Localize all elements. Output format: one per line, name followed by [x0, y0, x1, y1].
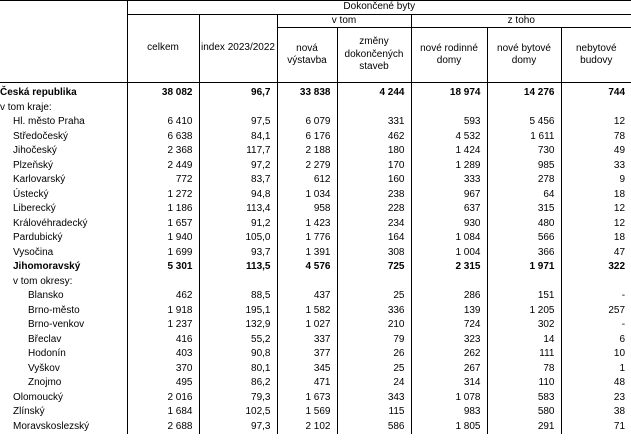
row-label: Karlovarský [0, 173, 127, 188]
cell-value [277, 275, 337, 290]
cell-value: 90,8 [199, 347, 277, 362]
header-nonresidential: nebytové budovy [575, 42, 617, 66]
cell-value: 2 368 [127, 144, 199, 159]
cell-value: 637 [411, 202, 487, 217]
cell-value: 24 [337, 376, 411, 391]
cell-value: 170 [337, 159, 411, 174]
cell-value: 1 [619, 362, 626, 374]
table-row [0, 376, 631, 391]
cell-value: 2 449 [127, 159, 199, 174]
cell-value [127, 101, 199, 116]
cell-value: 139 [411, 304, 487, 319]
cell-value: 38 [613, 406, 626, 417]
cell-value: 1 611 [487, 130, 561, 145]
cell-value: 83,7 [199, 173, 277, 188]
cell-value: 967 [411, 188, 487, 203]
cell-value: 180 [337, 144, 411, 159]
table-row [0, 115, 631, 130]
cell-value: 1 805 [411, 420, 487, 435]
cell-value: 47 [613, 246, 626, 258]
cell-value: 462 [337, 130, 411, 145]
cell-value: 286 [411, 289, 487, 304]
table-row [0, 188, 631, 203]
cell-value [411, 101, 487, 116]
header-apartment-buildings: nové bytové domy [487, 28, 561, 83]
cell-value: 1 699 [127, 246, 199, 261]
table-row [0, 101, 631, 116]
table-row [0, 405, 631, 420]
cell-value: 1 684 [127, 405, 199, 420]
cell-value: 1 289 [411, 159, 487, 174]
table-row [0, 347, 631, 362]
cell-value: 5 456 [487, 115, 561, 130]
row-label: v tom okresy: [0, 275, 127, 290]
cell-value: 96,7 [199, 83, 277, 101]
row-label: Zlínský [0, 405, 127, 420]
cell-value: 437 [277, 289, 337, 304]
cell-value: 495 [127, 376, 199, 391]
table-row [0, 173, 631, 188]
row-label: Středočeský [0, 130, 127, 145]
table-row [0, 318, 631, 333]
header-group-title: Dokončené byty [127, 1, 631, 15]
cell-value: 78 [487, 362, 561, 377]
cell-value: 14 276 [487, 83, 561, 101]
row-label: Brno-venkov [0, 318, 127, 333]
cell-value: 1 776 [277, 231, 337, 246]
cell-value: 164 [337, 231, 411, 246]
cell-value: 370 [127, 362, 199, 377]
table-row [0, 231, 631, 246]
cell-value: 725 [337, 260, 411, 275]
cell-value: 336 [337, 304, 411, 319]
table-row [0, 362, 631, 377]
cell-value: 79,3 [199, 391, 277, 406]
cell-value: 111 [487, 347, 561, 362]
cell-value: 566 [487, 231, 561, 246]
row-label: Jihomoravský [0, 260, 127, 275]
cell-value: 18 974 [411, 83, 487, 101]
cell-value: 337 [277, 333, 337, 348]
cell-value: 78 [613, 130, 626, 142]
cell-value [199, 101, 277, 116]
row-label: Jihočeský [0, 144, 127, 159]
cell-value: 228 [337, 202, 411, 217]
cell-value: 6 638 [127, 130, 199, 145]
cell-value: 1 272 [127, 188, 199, 203]
cell-value: 744 [608, 87, 626, 98]
cell-value: 33 [613, 159, 626, 171]
table-row [0, 391, 631, 406]
row-label: Ústecký [0, 188, 127, 203]
cell-value: 1 673 [277, 391, 337, 406]
cell-value: 2 315 [411, 260, 487, 275]
cell-value: 278 [487, 173, 561, 188]
cell-value: 1 569 [277, 405, 337, 420]
row-label: Vysočina [0, 246, 127, 261]
cell-value: 586 [337, 420, 411, 435]
header-building-changes: změny dokončených staveb [337, 28, 411, 83]
header-subgroup-ztoho: z toho [411, 14, 631, 28]
cell-value: 930 [411, 217, 487, 232]
cell-value: 343 [337, 391, 411, 406]
cell-value: 2 102 [277, 420, 337, 435]
cell-value: 25 [337, 362, 411, 377]
cell-value: 1 918 [127, 304, 199, 319]
cell-value: 2 688 [127, 420, 199, 435]
cell-value: 1 971 [487, 260, 561, 275]
cell-value: 115 [337, 405, 411, 420]
cell-value [487, 101, 561, 116]
header-family-houses: nové rodinné domy [411, 28, 487, 83]
cell-value: 983 [411, 405, 487, 420]
cell-value: 12 [613, 116, 626, 127]
cell-value: 6 410 [127, 115, 199, 130]
cell-value: 132,9 [199, 318, 277, 333]
cell-value: 1 582 [277, 304, 337, 319]
cell-value: 5 301 [127, 260, 199, 275]
cell-value: 6 079 [277, 115, 337, 130]
cell-value: 97,5 [199, 115, 277, 130]
cell-value: 79 [337, 333, 411, 348]
cell-value: 9 [619, 174, 626, 185]
cell-value: 71 [613, 420, 626, 432]
table-row [0, 159, 631, 174]
cell-value: 1 004 [411, 246, 487, 261]
cell-value: 308 [337, 246, 411, 261]
table-body [0, 83, 631, 434]
row-label: Břeclav [0, 333, 127, 348]
cell-value: 366 [487, 246, 561, 261]
cell-value: 97,2 [199, 159, 277, 174]
cell-value [487, 275, 561, 290]
cell-value: 6 [619, 333, 626, 345]
row-label: Liberecký [0, 202, 127, 217]
cell-value: 724 [411, 318, 487, 333]
cell-value: 262 [411, 347, 487, 362]
table-row [0, 246, 631, 261]
cell-value: 238 [337, 188, 411, 203]
header-index: index 2023/2022 [199, 14, 277, 83]
cell-value: 94,8 [199, 188, 277, 203]
row-label: Hodonín [0, 347, 127, 362]
cell-value: 1 424 [411, 144, 487, 159]
cell-value: 580 [487, 405, 561, 420]
cell-value: 25 [337, 289, 411, 304]
header-subgroup-vtom: v tom [277, 14, 411, 28]
cell-value [561, 101, 631, 116]
cell-value: 302 [487, 318, 561, 333]
cell-value [277, 101, 337, 116]
row-label: Hl. město Praha [0, 115, 127, 130]
cell-value: 18 [613, 232, 626, 243]
row-label: Pardubický [0, 231, 127, 246]
cell-value: 86,2 [199, 376, 277, 391]
row-label: Česká republika [0, 83, 127, 101]
cell-value: 10 [613, 348, 626, 359]
header-corner [0, 1, 127, 83]
cell-value: 257 [608, 304, 626, 316]
table-row [0, 144, 631, 159]
row-label: Královéhradecký [0, 217, 127, 232]
cell-value: 1 034 [277, 188, 337, 203]
cell-value: 12 [613, 217, 626, 229]
row-label: Blansko [0, 289, 127, 304]
cell-value: 113,5 [199, 260, 277, 275]
cell-value: 1 657 [127, 217, 199, 232]
cell-value: 2 016 [127, 391, 199, 406]
cell-value: 4 532 [411, 130, 487, 145]
cell-value: 593 [411, 115, 487, 130]
table-row [0, 202, 631, 217]
cell-value: 583 [487, 391, 561, 406]
cell-value: 403 [127, 347, 199, 362]
cell-value: 4 244 [337, 83, 411, 101]
cell-value [337, 275, 411, 290]
cell-value: 26 [337, 347, 411, 362]
table-row [0, 130, 631, 145]
cell-value: 49 [613, 145, 626, 156]
cell-value [127, 275, 199, 290]
row-label: Plzeňský [0, 159, 127, 174]
cell-value: 772 [127, 173, 199, 188]
cell-value: 377 [277, 347, 337, 362]
cell-value: 38 082 [127, 83, 199, 101]
cell-value [199, 275, 277, 290]
cell-value: 102,5 [199, 405, 277, 420]
cell-value: 88,5 [199, 289, 277, 304]
cell-value: 985 [487, 159, 561, 174]
cell-value: 730 [487, 144, 561, 159]
cell-value: 1 084 [411, 231, 487, 246]
cell-value: 315 [487, 202, 561, 217]
cell-value: 471 [277, 376, 337, 391]
cell-value: 80,1 [199, 362, 277, 377]
table-row [0, 275, 631, 290]
cell-value: 105,0 [199, 231, 277, 246]
cell-value: 97,3 [199, 420, 277, 435]
cell-value: 322 [608, 261, 626, 272]
cell-value: 1 237 [127, 318, 199, 333]
table-row [0, 289, 631, 304]
table-row [0, 217, 631, 232]
cell-value: 267 [411, 362, 487, 377]
cell-value: 291 [487, 420, 561, 435]
cell-value: 416 [127, 333, 199, 348]
table-header [0, 1, 631, 84]
table-row [0, 333, 631, 348]
row-label: Moravskoslezský [0, 420, 127, 435]
cell-value: 314 [411, 376, 487, 391]
cell-value: 55,2 [199, 333, 277, 348]
cell-value: 113,4 [199, 202, 277, 217]
cell-value: 18 [613, 188, 626, 200]
cell-value: 23 [613, 391, 626, 403]
cell-value [411, 275, 487, 290]
cell-value: 117,7 [199, 144, 277, 159]
table-row [0, 420, 631, 435]
cell-value [561, 275, 631, 290]
cell-value: 33 838 [277, 83, 337, 101]
cell-value: 345 [277, 362, 337, 377]
cell-value: 151 [487, 289, 561, 304]
cell-value: 234 [337, 217, 411, 232]
cell-value: 1 940 [127, 231, 199, 246]
table-row [0, 304, 631, 319]
cell-value: 160 [337, 173, 411, 188]
cell-value: 1 423 [277, 217, 337, 232]
cell-value: 2 279 [277, 159, 337, 174]
cell-value: 331 [337, 115, 411, 130]
cell-value [337, 101, 411, 116]
row-label: Znojmo [0, 376, 127, 391]
cell-value: 323 [411, 333, 487, 348]
cell-value: 84,1 [199, 130, 277, 145]
cell-value: 2 188 [277, 144, 337, 159]
cell-value: 1 027 [277, 318, 337, 333]
table-row [0, 83, 631, 101]
cell-value: 462 [127, 289, 199, 304]
cell-value: 12 [613, 203, 626, 214]
cell-value: 612 [277, 173, 337, 188]
cell-value: 1 391 [277, 246, 337, 261]
cell-value: 14 [487, 333, 561, 348]
cell-value: 958 [277, 202, 337, 217]
cell-value: 4 576 [277, 260, 337, 275]
cell-value: 48 [613, 377, 626, 388]
cell-value: 210 [337, 318, 411, 333]
row-label: Olomoucký [0, 391, 127, 406]
cell-value: 64 [487, 188, 561, 203]
row-label: Brno-město [0, 304, 127, 319]
cell-value: - [621, 290, 626, 301]
cell-value: - [621, 319, 626, 330]
cell-value: 1 205 [487, 304, 561, 319]
cell-value: 1 186 [127, 202, 199, 217]
header-new-construction: nová výstavba [277, 28, 337, 83]
header-total: celkem [127, 14, 199, 83]
row-label: v tom kraje: [0, 101, 127, 116]
cell-value: 93,7 [199, 246, 277, 261]
cell-value: 1 078 [411, 391, 487, 406]
cell-value: 480 [487, 217, 561, 232]
cell-value: 6 176 [277, 130, 337, 145]
cell-value: 333 [411, 173, 487, 188]
cell-value: 91,2 [199, 217, 277, 232]
row-label: Vyškov [0, 362, 127, 377]
cell-value: 195,1 [199, 304, 277, 319]
cell-value: 110 [487, 376, 561, 391]
table-row [0, 260, 631, 275]
